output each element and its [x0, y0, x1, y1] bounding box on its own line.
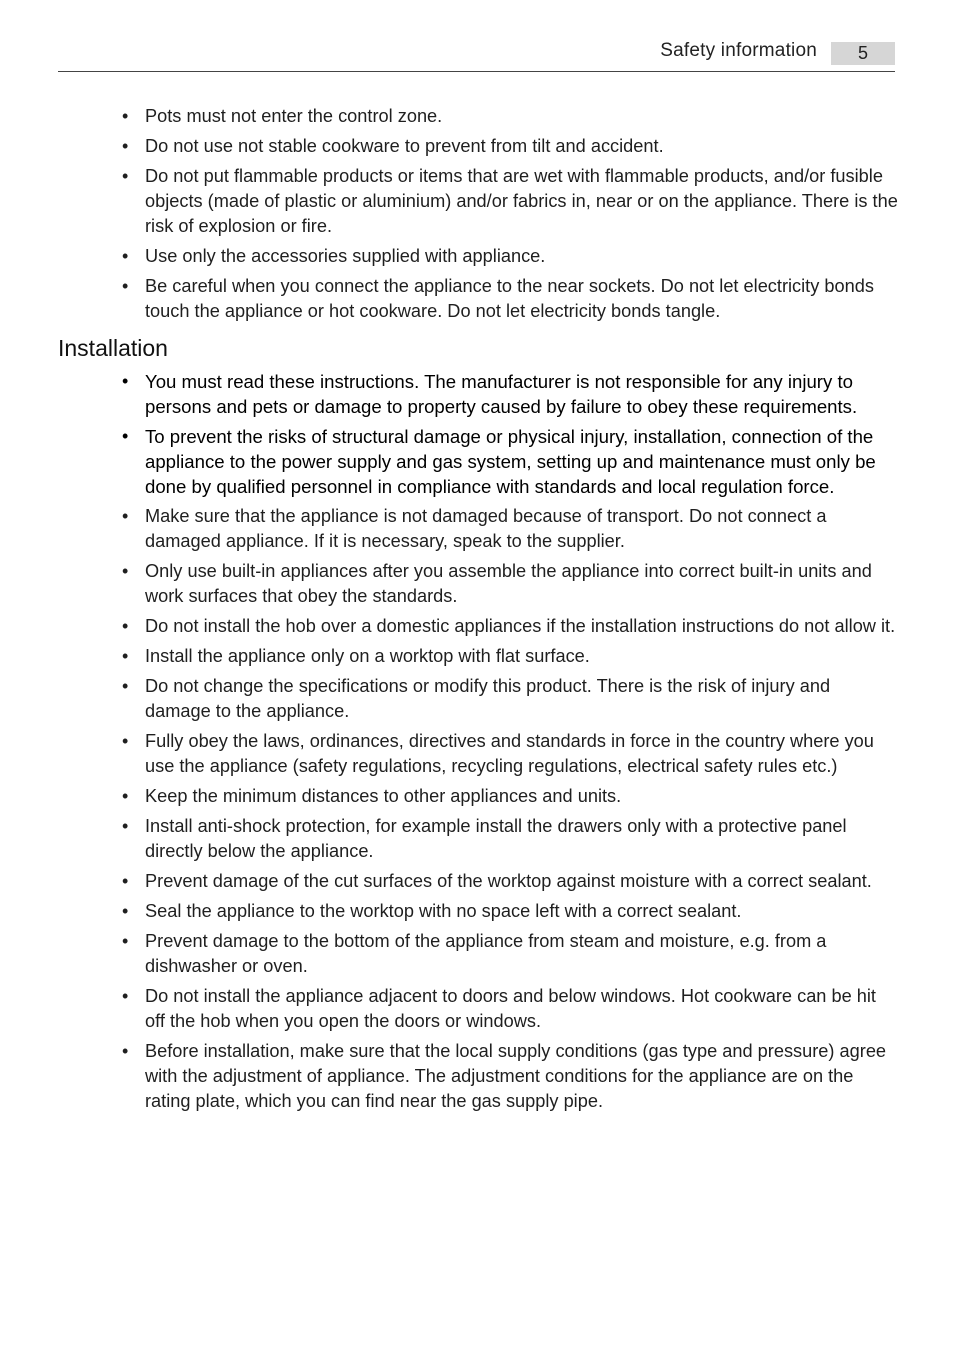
page-header [58, 38, 895, 72]
list-item [58, 644, 898, 669]
bullet-icon: • [122, 786, 129, 806]
page-content [58, 104, 898, 1119]
header-title: Safety information [660, 40, 817, 61]
list-item [58, 134, 898, 159]
bullet-icon: • [122, 646, 129, 666]
list-item [58, 929, 898, 979]
list-item-text: Fully obey the laws, ordinances, directives and standards in force in the country where you use the appliance (safety regulations, recycling regulations, electrical safety rules etc.) [145, 731, 874, 776]
list-item-text: Do not use not stable cookware to prevent from tilt and accident. [145, 136, 664, 156]
section-heading: Installation [58, 335, 168, 361]
bullet-icon: • [122, 506, 129, 526]
list-item-text: Before installation, make sure that the local supply conditions (gas type and pressure) agree with the adjustment of appliance. The adjustment conditions for the appliance are on the rating plate, which you can find near the gas supply pipe. [145, 1041, 887, 1111]
list-item [58, 559, 898, 609]
list-item-text: Use only the accessories supplied with appliance. [145, 246, 546, 266]
list-item-text: Prevent damage of the cut surfaces of the worktop against moisture with a correct sealant. [145, 871, 872, 891]
list-item-text: Do not change the specifications or modify this product. There is the risk of injury and damage to the appliance. [145, 676, 831, 721]
list-item [58, 164, 898, 239]
list-item-text: To prevent the risks of structural damage or physical injury, installation, connection of the appliance to the power supply and gas system, setting up and maintenance must only be done by qualified personnel in compliance with standards and local regulation force. [145, 426, 876, 497]
bullet-icon: • [122, 816, 129, 836]
bullet-icon: • [122, 731, 129, 751]
list-item [58, 424, 898, 499]
page-number: 5 [831, 42, 895, 65]
list-item [58, 814, 898, 864]
list-item-text: Seal the appliance to the worktop with no space left with a correct sealant. [145, 901, 742, 921]
list-item [58, 984, 898, 1034]
list-item-text: You must read these instructions. The manufacturer is not responsible for any injury to persons and pets or damage to property caused by failure to obey these requirements. [145, 371, 858, 417]
bullet-icon: • [122, 901, 129, 921]
list-item-text: Keep the minimum distances to other appliances and units. [145, 786, 622, 806]
list-item [58, 104, 898, 129]
list-item [58, 674, 898, 724]
list-item [58, 1039, 898, 1114]
bullet-icon: • [122, 371, 129, 391]
safety-list [58, 104, 898, 324]
bullet-icon: • [122, 246, 129, 266]
list-item [58, 784, 898, 809]
bullet-icon: • [122, 871, 129, 891]
list-item [58, 274, 898, 324]
list-item-text: Prevent damage to the bottom of the appliance from steam and moisture, e.g. from a dishwasher or oven. [145, 931, 827, 976]
list-item [58, 899, 898, 924]
list-item-text: Pots must not enter the control zone. [145, 106, 443, 126]
list-item-text: Do not install the hob over a domestic appliances if the installation instructions do not allow it. [145, 616, 896, 636]
bullet-icon: • [122, 166, 129, 186]
list-item-text: Install the appliance only on a worktop with flat surface. [145, 646, 590, 666]
bullet-icon: • [122, 986, 129, 1006]
list-item-text: Be careful when you connect the appliance to the near sockets. Do not let electricity bonds touch the appliance or hot cookware. Do not let electricity bonds tangle. [145, 276, 874, 321]
bullet-icon: • [122, 1041, 129, 1061]
list-item [58, 244, 898, 269]
bullet-icon: • [122, 106, 129, 126]
list-item-text: Make sure that the appliance is not damaged because of transport. Do not connect a damaged appliance. If it is necessary, speak to the supplier. [145, 506, 827, 551]
list-item-text: Do not install the appliance adjacent to doors and below windows. Hot cookware can be hit off the hob when you open the doors or windows. [145, 986, 876, 1031]
list-item-text: Install anti-shock protection, for example install the drawers only with a protective panel directly below the appliance. [145, 816, 847, 861]
installation-list [58, 369, 898, 1114]
list-item [58, 614, 898, 639]
bullet-icon: • [122, 561, 129, 581]
bullet-icon: • [122, 931, 129, 951]
bullet-icon: • [122, 676, 129, 696]
list-item-text: Only use built-in appliances after you assemble the appliance into correct built-in units and work surfaces that obey the standards. [145, 561, 872, 606]
bullet-icon: • [122, 616, 129, 636]
bullet-icon: • [122, 426, 129, 446]
list-item [58, 504, 898, 554]
list-item [58, 869, 898, 894]
list-item-text: Do not put flammable products or items that are wet with flammable products, and/or fusible objects (made of plastic or aluminium) and/or fabrics in, near or on the appliance. There is the risk of explosion or fire. [145, 166, 898, 236]
list-item [58, 369, 898, 419]
bullet-icon: • [122, 136, 129, 156]
bullet-icon: • [122, 276, 129, 296]
list-item [58, 729, 898, 779]
